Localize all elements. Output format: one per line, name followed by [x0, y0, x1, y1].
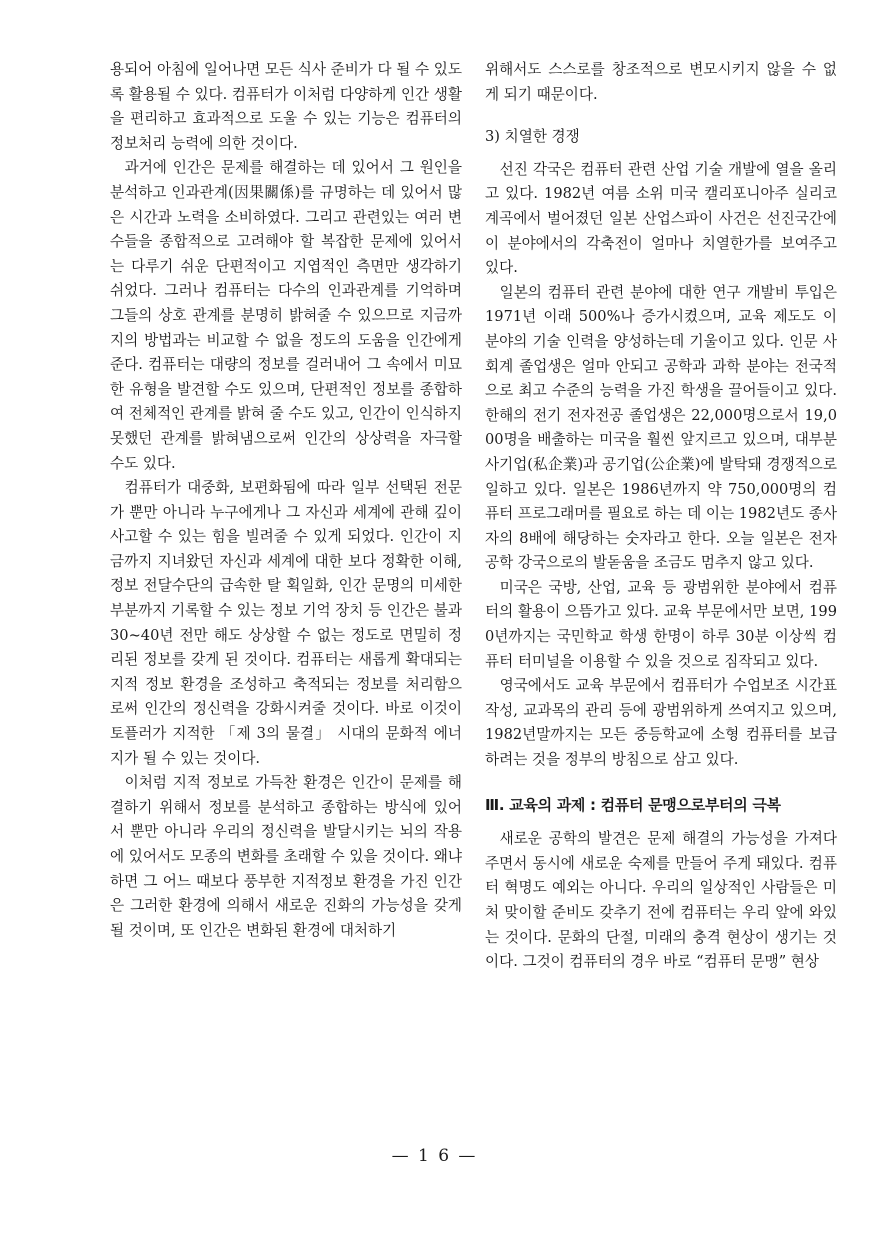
section-heading: 3) 치열한 경쟁 [485, 128, 580, 146]
paragraph: 컴퓨터가 대중화, 보편화됨에 따라 일부 선택된 전문가 뿐만 아니라 누구에게나 그 자신과 세계에 관해 깊이 사고할 수 있는 힘을 빌려줄 수 있게 되었다. 인간이 지금까지 지녀왔던 자신과 세계에 대한 보다 정확한 이해, 정보 전달수단의 급속한 탈 획일화, 인간 문명의 미세한 부분까지 기록할 수 있는 정보 기억 장치 등 인간은 불과 30~40년 전만 해도 상상할 수 없는 정도로 면밀히 정리된 정보를 갖게 된 것이다. 컴퓨터는 새롭게 확대되는 지적 정보 환경을 조성하고 축적되는 정보를 처리함으로써 인간의 정신력을 강화시켜줄 것이다. 바로 이것이 토플러가 지적한 「제 3의 물결」 시대의 문화적 에너지가 될 수 있는 것이다. [110, 479, 462, 767]
left-column [110, 58, 462, 943]
paragraph: 새로운 공학의 발견은 문제 해결의 가능성을 가져다 주면서 동시에 새로운 숙제를 만들어 주게 돼있다. 컴퓨터 혁명도 예외는 아니다. 우리의 일상적인 사람들은 미처 맞이할 준비도 갖추기 전에 컴퓨터는 우리 앞에 와있는 것이다. 문화의 단절, 미래의 충격 현상이 생기는 것이다. 그것이 컴퓨터의 경우 바로 “컴퓨터 문맹” 현상 [485, 830, 837, 971]
paragraph: 일본의 컴퓨터 관련 분야에 대한 연구 개발비 투입은 1971년 이래 500%나 증가시켰으며, 교육 제도도 이 분야의 기술 인력을 양성하는데 기울이고 있다. 인문 사회계 졸업생은 얼마 안되고 공학과 과학 분야는 전국적으로 최고 수준의 능력을 가진 학생을 끌어들이고 있다. 한해의 전기 전자전공 졸업생은 22,000명으로서 19,000명을 배출하는 미국을 훨씬 앞지르고 있으며, 대부분 사기업(私企業)과 공기업(公企業)에 발탁돼 경쟁적으로 일하고 있다. 일본은 1986년까지 약 750,000명의 컴퓨터 프로그래머를 필요로 하는 데 이는 1982년도 종사자의 8배에 해당하는 숫자라고 한다. 오늘 일본은 전자공학 강국으로의 발돋움을 조금도 멈추지 않고 있다. [485, 283, 837, 572]
right-column [485, 58, 837, 975]
paragraph: 선진 각국은 컴퓨터 관련 산업 기술 개발에 열을 올리고 있다. 1982년 여름 소위 미국 캘리포니아주 실리코 계곡에서 벌어졌던 일본 산업스파이 사건은 선진국간에 이 분야에서의 각축전이 얼마나 치열한가를 보여주고 있다. [485, 160, 837, 277]
chapter-heading: Ⅲ. 교육의 과제 : 컴퓨터 문맹으로부터의 극복 [485, 795, 781, 814]
paragraph-continued: 위해서도 스스로를 창조적으로 변모시키지 않을 수 없게 되기 때문이다. [485, 61, 837, 103]
paragraph: 미국은 국방, 산업, 교육 등 광범위한 분야에서 컴퓨터의 활용이 으뜸가고 있다. 교육 부문에서만 보면, 1990년까지는 국민학교 학생 한명이 하루 30분 이상씩 컴퓨터 터미널을 이용할 수 있을 것으로 짐작되고 있다. [485, 578, 837, 670]
paragraph: 과거에 인간은 문제를 해결하는 데 있어서 그 원인을 분석하고 인과관계(因果關係)를 규명하는 데 있어서 많은 시간과 노력을 소비하였다. 그리고 관련있는 여러 변수들을 종합적으로 고려해야 할 복잡한 문제에 있어서는 다루기 쉬운 단편적이고 지엽적인 측면만 생각하기 쉬었다. 그러나 컴퓨터는 다수의 인과관계를 기억하며 그들의 상호 관계를 분명히 밝혀줄 수 있으므로 지금까지의 방법과는 비교할 수 없을 정도의 도움을 인간에게 준다. 컴퓨터는 대량의 정보를 걸러내어 그 속에서 미묘한 유형을 발견할 수도 있으며, 단편적인 정보를 종합하여 전체적인 관계를 밝혀 줄 수도 있고, 인간이 인식하지 못했던 관계를 밝혀냄으로써 인간의 상상력을 자극할 수도 있다. [110, 159, 462, 472]
paragraph-continued: 용되어 아침에 일어나면 모든 식사 준비가 다 될 수 있도록 활용될 수 있다. 컴퓨터가 이처럼 다양하게 인간 생활을 편리하고 효과적으로 도울 수 있는 기능은 컴퓨터의 정보처리 능력에 의한 것이다. [110, 61, 462, 152]
paragraph: 영국에서도 교육 부문에서 컴퓨터가 수업보조 시간표작성, 교과목의 관리 등에 광범위하게 쓰여지고 있으며, 1982년말까지는 모든 중등학교에 소형 컴퓨터를 보급하려는 것을 정부의 방침으로 삼고 있다. [485, 677, 837, 769]
page-number: — 1 6 — [391, 1146, 478, 1166]
paragraph: 이처럼 지적 정보로 가득찬 환경은 인간이 문제를 해결하기 위해서 정보를 분석하고 종합하는 방식에 있어서 뿐만 아니라 우리의 정신력을 발달시키는 뇌의 작용에 있어서도 모종의 변화를 초래할 수 있을 것이다. 왜냐하면 그 어느 때보다 풍부한 지적정보 환경을 가진 인간은 그러한 환경에 의해서 새로운 진화의 가능성을 갖게 될 것이며, 또 인간은 변화된 환경에 대처하기 [110, 774, 462, 939]
